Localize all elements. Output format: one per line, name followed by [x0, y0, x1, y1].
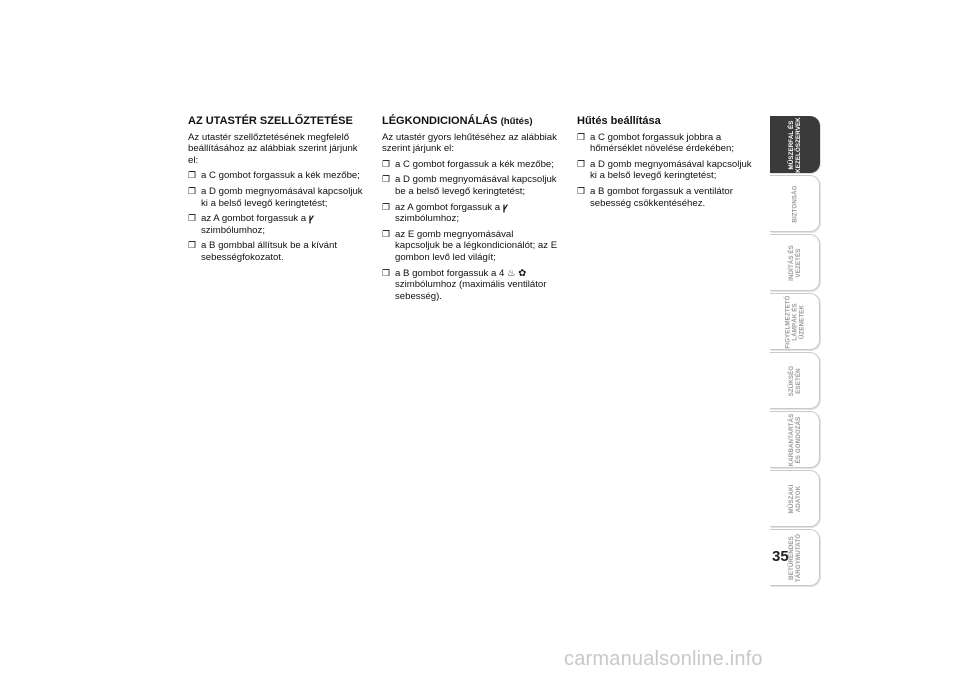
item-text: gombot forgassuk a — [413, 201, 503, 213]
item-text: szimbólumhoz; — [395, 213, 459, 225]
list-item — [577, 159, 755, 182]
section-title: LÉGKONDICIONÁLÁS (hűtés) — [382, 115, 533, 127]
chapter-tab-label: FIGYELMEZTETŐ LÁMPÁK ÉS ÜZENETEK — [784, 294, 805, 349]
item-text: gombbal állítsuk be a kívánt sebességfokozatot. — [201, 240, 338, 263]
checkbox-bullet-icon: ❐ — [577, 131, 586, 142]
checkbox-bullet-icon: ❐ — [382, 267, 391, 278]
section-intro: Az utastér szellőztetésének megfelelő beállításához az alábbiak szerint járjunk el: — [188, 131, 358, 166]
list-item — [382, 174, 560, 197]
chapter-tabs — [770, 116, 820, 588]
list-item — [577, 186, 755, 209]
instruction-list — [382, 159, 560, 303]
list-item — [382, 202, 560, 225]
item-text: gombot forgassuk jobbra a hőmérséklet növelése érdekében; — [590, 131, 734, 155]
item-text: a — [395, 267, 404, 279]
list-item — [382, 268, 560, 303]
item-text: szimbólumhoz (maximális ventilátor sebesség). — [395, 279, 547, 302]
item-text: gomb megnyomásával kapcsoljuk ki a belső levegő keringtetést; — [201, 185, 363, 209]
list-item — [382, 159, 560, 171]
control-key-label: A — [213, 213, 220, 225]
item-text: a — [590, 131, 599, 143]
control-key-label: E — [550, 240, 558, 252]
chapter-tab[interactable] — [770, 411, 820, 468]
page-number: 35 — [772, 548, 789, 565]
watermark: carmanualsonline.info — [564, 648, 763, 670]
checkbox-bullet-icon: ❐ — [188, 213, 197, 224]
chapter-tab[interactable] — [770, 470, 820, 527]
item-text: az — [395, 201, 408, 213]
item-text: gombot forgassuk a — [219, 213, 309, 225]
item-text: a — [201, 185, 210, 197]
control-key-label: D — [209, 185, 216, 197]
item-text: gombot forgassuk a kék mezőbe; — [409, 158, 554, 170]
chapter-tab-label: KARBANTARTÁS ÉS GONDOZÁS — [787, 413, 802, 466]
item-text: az — [395, 228, 408, 240]
control-key-label: B — [403, 267, 410, 279]
item-text: gombot forgassuk a kék mezőbe; — [215, 170, 360, 182]
checkbox-bullet-icon: ❐ — [188, 185, 197, 196]
item-text: gombon levő led világít; — [395, 251, 496, 263]
item-text: gombot forgassuk a ventilátor sebesség csökkentéséhez. — [590, 185, 733, 209]
chapter-tab-label: BIZTONSÁG — [791, 184, 798, 223]
checkbox-bullet-icon: ❐ — [382, 158, 391, 169]
item-text: az — [201, 213, 214, 225]
chapter-tab-label: INDÍTÁS ÉS VEZETÉS — [787, 244, 802, 281]
item-text: a — [201, 170, 210, 182]
chapter-tab[interactable] — [770, 234, 820, 291]
item-text: gomb megnyomásával kapcsoljuk ki a belső levegő keringtetést; — [590, 158, 752, 182]
item-text: a — [395, 174, 404, 186]
section-title: AZ UTASTÉR SZELLŐZTETÉSE — [188, 115, 353, 127]
item-text: a — [590, 185, 599, 197]
chapter-tab[interactable] — [770, 116, 820, 173]
checkbox-bullet-icon: ❐ — [577, 185, 586, 196]
airflow-symbol-icon: ꝩ — [502, 201, 508, 213]
chapter-tab[interactable] — [770, 175, 820, 232]
control-key-label: B — [209, 240, 216, 252]
section-intro: Az utastér gyors lehűtéséhez az alábbiak szerint járjunk el: — [382, 131, 557, 155]
item-text: gomb megnyomásával kapcsoljuk be a belső levegő keringtetést; — [395, 174, 557, 197]
chapter-tab-label: SZÜKSÉG ESETÉN — [787, 365, 802, 396]
item-text: gombot forgassuk a — [409, 267, 500, 279]
instruction-list — [188, 170, 364, 263]
airflow-symbol-icon: ♨ ✿ — [504, 267, 527, 279]
list-item — [188, 170, 364, 182]
control-key-label: A — [407, 201, 414, 213]
chapter-tab[interactable] — [770, 293, 820, 350]
item-text: a — [395, 158, 404, 170]
checkbox-bullet-icon: ❐ — [577, 158, 586, 169]
chapter-tab-label: MŰSZAKI ADATOK — [787, 484, 802, 513]
item-text: a — [590, 158, 599, 170]
item-text: gomb megnyomásával kapcsoljuk be a légkondicionálót; az — [395, 228, 551, 252]
list-item — [382, 229, 560, 264]
checkbox-bullet-icon: ❐ — [382, 201, 391, 212]
list-item — [188, 240, 364, 263]
chapter-tab-label: BETŰRENDES TÁRGYMUTATÓ — [787, 533, 802, 582]
control-key-label: D — [598, 158, 605, 170]
control-key-label: E — [407, 228, 415, 240]
chapter-tab[interactable] — [770, 352, 820, 409]
item-text: szimbólumhoz; — [201, 224, 265, 236]
column-cooling-adjust — [577, 116, 755, 213]
control-key-label: C — [209, 170, 216, 182]
instruction-list — [577, 132, 755, 210]
checkbox-bullet-icon: ❐ — [188, 240, 197, 251]
checkbox-bullet-icon: ❐ — [382, 228, 391, 239]
airflow-symbol-icon: ꝩ — [308, 213, 314, 225]
checkbox-bullet-icon: ❐ — [188, 170, 197, 181]
item-text: a — [201, 240, 210, 252]
list-item — [188, 186, 364, 209]
list-item — [188, 213, 364, 236]
control-key-label: 4 — [499, 267, 505, 279]
column-ventilation — [188, 116, 364, 268]
column-air-conditioning — [382, 116, 560, 306]
list-item — [577, 132, 755, 155]
chapter-tab-label: MŰSZERFAL ÉS KEZELŐSZERVEK — [787, 116, 802, 173]
control-key-label: C — [403, 158, 410, 170]
control-key-label: D — [403, 174, 410, 186]
control-key-label: C — [598, 131, 605, 143]
checkbox-bullet-icon: ❐ — [382, 174, 391, 185]
section-title: Hűtés beállítása — [577, 115, 661, 127]
control-key-label: B — [598, 185, 605, 197]
